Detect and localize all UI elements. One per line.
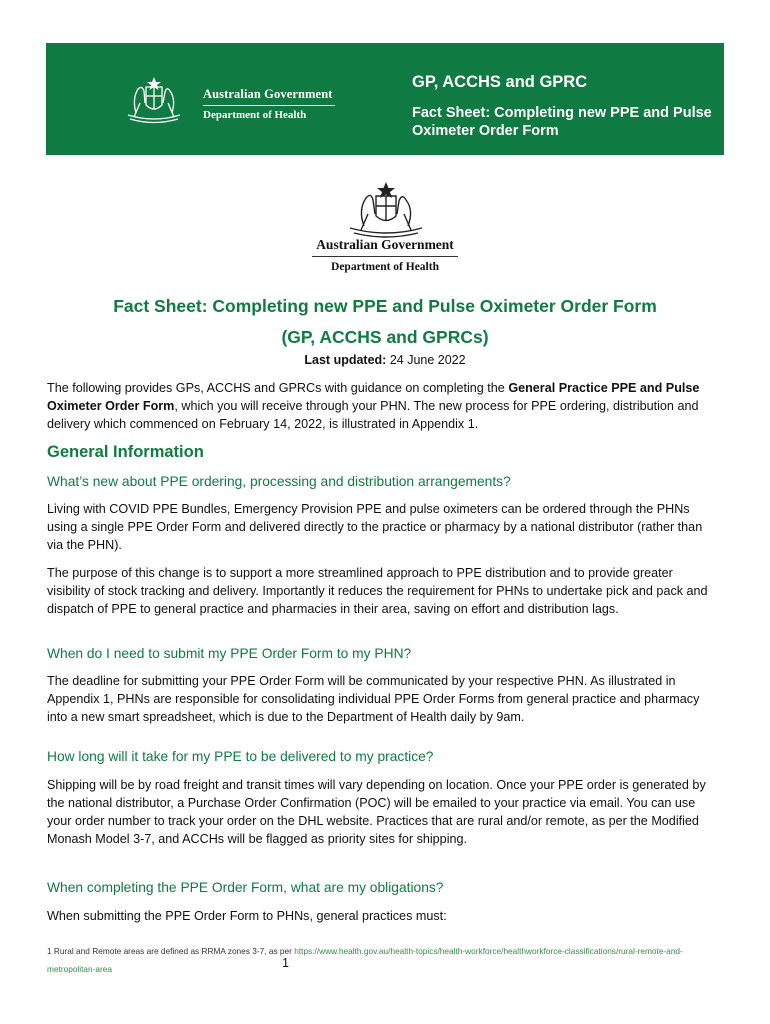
intro-form-name: General Practice PPE and Pulse Oximeter Order Form — [47, 381, 700, 413]
question-heading-whats-new: What’s new about PPE ordering, processing and distribution arrangements? — [47, 474, 511, 489]
question-heading-obligations: When completing the PPE Order Form, what are my obligations? — [47, 880, 444, 895]
paragraph-obligations: When submitting the PPE Order Form to PHNs, general practices must: — [47, 909, 447, 923]
section-heading-general-information: General Information — [47, 443, 204, 461]
coat-of-arms-icon — [124, 73, 184, 125]
last-updated-label: Last updated: — [304, 353, 387, 367]
crest-government-label: Australian Government — [316, 237, 454, 252]
banner-government-label: Australian Government — [203, 87, 333, 101]
banner-subtitle: Fact Sheet: Completing new PPE and Pulse Oximeter Order Form — [412, 105, 712, 139]
banner-department-label: Department of Health — [203, 109, 307, 121]
page-number: 1 — [282, 956, 289, 970]
document-title-line1: Fact Sheet: Completing new PPE and Pulse Oximeter Order Form — [113, 296, 657, 316]
paragraph-purpose: The purpose of this change is to support a more streamlined approach to PPE distribution and to provide greater visibility of stock tracking and delivery. Importantly it reduces the requirement for PHNs to undertake pick and pack and dispatch of PPE to general practice and pharmacies in their area, saving on effort and distribution lags. — [47, 566, 708, 616]
footnote-text: Rural and Remote areas are defined as RRMA zones 3-7, as per — [51, 946, 295, 956]
header-banner — [46, 43, 724, 155]
question-heading-delivery-time: How long will it take for my PPE to be delivered to my practice? — [47, 749, 434, 764]
document-title-line2: (GP, ACCHS and GPRCs) — [281, 327, 489, 347]
paragraph-shipping: Shipping will be by road freight and transit times will vary depending on location. Once your PPE order is generated by the national distributor, a Purchase Order Confirmation (POC) will be emailed to your practice via email. You can use your order number to track your order on the DHL website. Practices that are rural and/or remote, as per the Modified Monash Model 3-7, and ACCHs will be flagged as priority sites for shipping. — [47, 778, 706, 846]
question-heading-deadline: When do I need to submit my PPE Order Form to my PHN? — [47, 646, 412, 661]
crest-divider — [312, 256, 458, 257]
banner-title: GP, ACCHS and GPRC — [412, 73, 588, 91]
last-updated-value: 24 June 2022 — [386, 353, 466, 367]
coat-of-arms-icon — [336, 178, 436, 238]
intro-text-a: The following provides GPs, ACCHS and GPRCs with guidance on completing the — [47, 381, 509, 395]
banner-divider — [203, 105, 335, 106]
document-title — [0, 291, 770, 353]
footnote-marker: 1 — [47, 946, 52, 956]
last-updated — [0, 353, 770, 367]
paragraph-whats-new: Living with COVID PPE Bundles, Emergency Provision PPE and pulse oximeters can be ordered through the PHNs using a single PPE Order Form and delivered directly to the practice or pharmacy by a national distributor (rather than via the PHN). — [47, 502, 703, 552]
intro-text-b: , which you will receive through your PHN. The new process for PPE ordering, distribution and delivery which commenced on February 14, 2022, is illustrated in Appendix 1. — [47, 399, 699, 431]
intro-paragraph — [47, 379, 717, 433]
footnote-link[interactable]: https://www.health.gov.au/health-topics/health-workforce/healthworkforce-classifications/rural-remote-and-metropolitan-area — [47, 946, 683, 974]
paragraph-deadline: The deadline for submitting your PPE Order Form will be communicated by your respective PHN. As illustrated in Appendix 1, PHNs are responsible for consolidating individual PPE Order Forms from general practice and pharmacy into a new smart spreadsheet, which is due to the Department of Health daily by 9am. — [47, 674, 700, 724]
footnote — [47, 942, 687, 978]
crest-department-label: Department of Health — [331, 261, 439, 273]
